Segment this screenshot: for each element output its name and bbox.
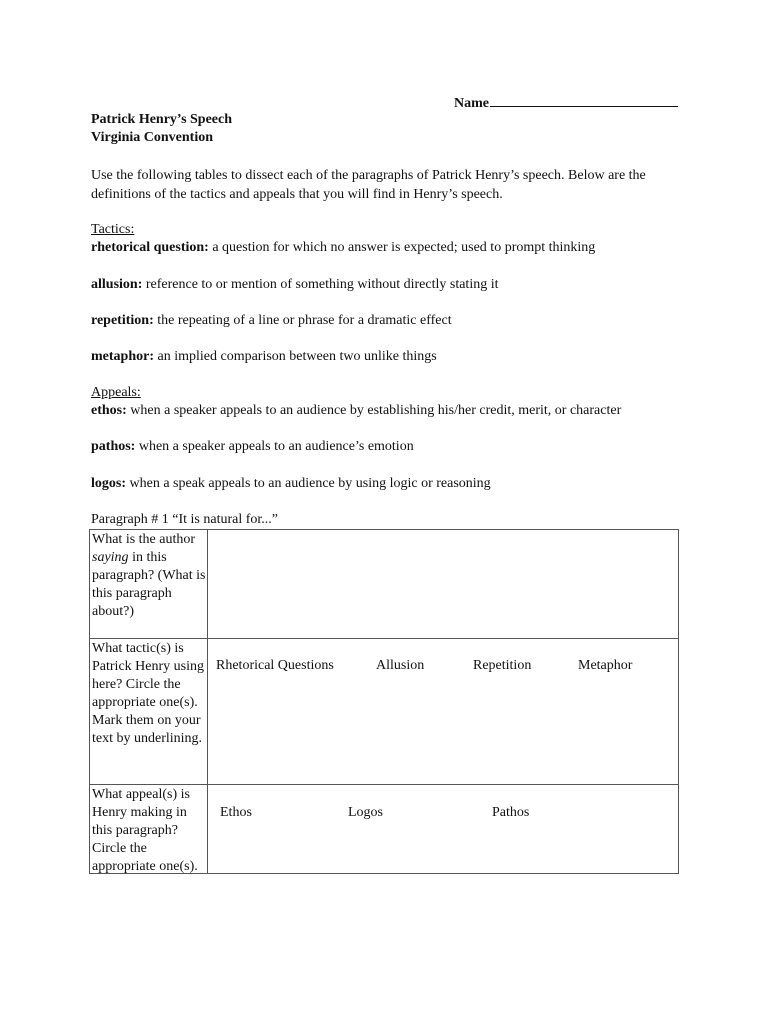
definition-text: reference to or mention of something without directly stating it [142, 277, 499, 292]
option-ethos[interactable]: Ethos [220, 805, 252, 820]
name-blank-line[interactable] [490, 93, 678, 107]
option-rhetorical-questions[interactable]: Rhetorical Questions [216, 658, 334, 673]
tactics-heading: Tactics: [91, 222, 135, 237]
question-appeals: What appeal(s) is Henry making in this paragraph? Circle the appropriate one(s). [90, 785, 208, 873]
name-label: Name [454, 96, 489, 111]
question-text: in this paragraph? (What is this paragraph about?) [92, 550, 206, 619]
definition-ethos [91, 402, 621, 420]
definition-term: allusion: [91, 277, 143, 292]
definition-term: metaphor: [91, 349, 154, 364]
option-pathos[interactable]: Pathos [492, 805, 530, 820]
definition-text: the repeating of a line or phrase for a dramatic effect [153, 313, 452, 328]
option-repetition[interactable]: Repetition [473, 658, 532, 673]
answer-area-summary[interactable] [208, 530, 678, 638]
document-title: Patrick Henry’s Speech [91, 112, 233, 127]
definition-term: repetition: [91, 313, 154, 328]
definition-allusion [91, 276, 499, 294]
definition-repetition [91, 312, 452, 330]
definition-text: a question for which no answer is expected; used to prompt thinking [208, 240, 596, 255]
table-row-summary [90, 530, 678, 639]
definition-term: logos: [91, 476, 126, 491]
option-metaphor[interactable]: Metaphor [578, 658, 633, 673]
analysis-table [89, 529, 679, 874]
definition-text: when a speak appeals to an audience by using logic or reasoning [126, 476, 491, 491]
table-row-tactics [90, 639, 678, 785]
paragraph-label: Paragraph # 1 “It is natural for...” [91, 512, 278, 527]
intro-paragraph: Use the following tables to dissect each of the paragraphs of Patrick Henry’s speech. Below are the definitions of the tactics and appeals that you will find in Henry’s speech. [91, 168, 646, 202]
definition-pathos [91, 438, 414, 456]
definition-text: an implied comparison between two unlike things [154, 349, 437, 364]
definition-rhetorical-question [91, 239, 595, 257]
question-emphasis: saying [92, 550, 129, 565]
question-text: What is the author [92, 532, 196, 547]
question-tactics: What tactic(s) is Patrick Henry using here? Circle the appropriate one(s). Mark them on your text by underlining. [90, 639, 208, 784]
definition-term: pathos: [91, 439, 136, 454]
definition-text: when a speaker appeals to an audience by establishing his/her credit, merit, or character [126, 403, 622, 418]
option-logos[interactable]: Logos [348, 805, 383, 820]
definition-text: when a speaker appeals to an audience’s emotion [135, 439, 414, 454]
definition-term: ethos: [91, 403, 127, 418]
appeals-heading: Appeals: [91, 385, 141, 400]
definition-term: rhetorical question: [91, 240, 209, 255]
question-summary [90, 530, 208, 638]
document-subtitle: Virginia Convention [91, 130, 213, 145]
table-row-appeals [90, 785, 678, 873]
name-field[interactable] [454, 93, 678, 112]
definition-metaphor [91, 348, 437, 366]
option-allusion[interactable]: Allusion [376, 658, 425, 673]
definition-logos [91, 475, 491, 493]
